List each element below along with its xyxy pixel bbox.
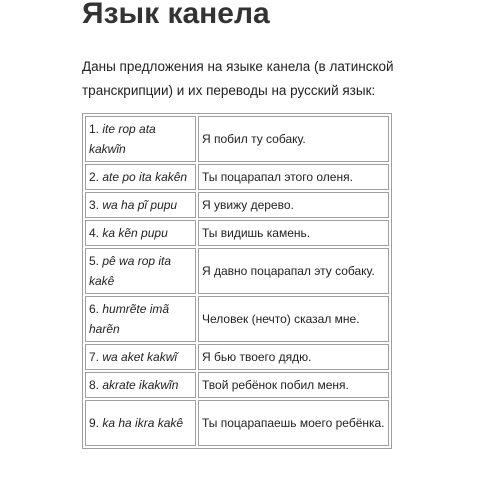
kanela-sentence (85, 372, 196, 398)
row-number: 2. (89, 170, 100, 184)
row-number: 4. (89, 226, 100, 240)
row-number: 7. (89, 350, 100, 364)
kanela-phrase: wa aket kakwĩ (102, 350, 178, 364)
table-row (85, 372, 389, 398)
kanela-sentence (85, 220, 196, 246)
kanela-sentence (85, 400, 196, 446)
russian-translation: Человек (нечто) сказал мне. (198, 296, 389, 342)
russian-translation: Ты поцарапаешь моего ребёнка. (198, 400, 389, 446)
intro-text: Даны предложения на языке канела (в латинской транскрипции) и их переводы на русский язык: (82, 59, 394, 98)
table-row (85, 344, 389, 370)
table-row (85, 164, 389, 190)
page-title: Язык канела (82, 0, 270, 30)
table-row (85, 192, 389, 218)
table-row (85, 116, 389, 162)
kanela-sentence (85, 344, 196, 370)
kanela-phrase: humrẽte imã harẽn (89, 302, 170, 336)
kanela-sentence (85, 296, 196, 342)
kanela-phrase: ite rop ata kakwĩn (89, 122, 156, 156)
table-row (85, 400, 389, 446)
table-row (85, 296, 389, 342)
russian-translation: Я давно поцарапал эту собаку. (198, 248, 389, 294)
table-row (85, 248, 389, 294)
kanela-phrase: ka ha ikra kakê (102, 416, 184, 430)
kanela-phrase: pê wa rop ita kakê (89, 254, 172, 288)
kanela-sentence (85, 164, 196, 190)
examples-table (82, 113, 392, 449)
kanela-phrase: ate po ita kakên (102, 170, 188, 184)
row-number: 5. (89, 254, 100, 268)
row-number: 3. (89, 198, 100, 212)
row-number: 1. (89, 122, 100, 136)
russian-translation: Я побил ту собаку. (198, 116, 389, 162)
row-number: 6. (89, 302, 100, 316)
russian-translation: Ты видишь камень. (198, 220, 389, 246)
kanela-sentence (85, 192, 196, 218)
kanela-phrase: ka kẽn pupu (102, 226, 168, 240)
russian-translation: Ты поцарапал этого оленя. (198, 164, 389, 190)
kanela-sentence (85, 116, 196, 162)
russian-translation: Я увижу дерево. (198, 192, 389, 218)
russian-translation: Твой ребёнок побил меня. (198, 372, 389, 398)
russian-translation: Я бью твоего дядю. (198, 344, 389, 370)
table-row (85, 220, 389, 246)
kanela-sentence (85, 248, 196, 294)
row-number: 9. (89, 416, 100, 430)
kanela-phrase: akrate ikakwĩn (102, 378, 179, 392)
row-number: 8. (89, 378, 100, 392)
kanela-phrase: wa ha pĩ pupu (102, 198, 178, 212)
